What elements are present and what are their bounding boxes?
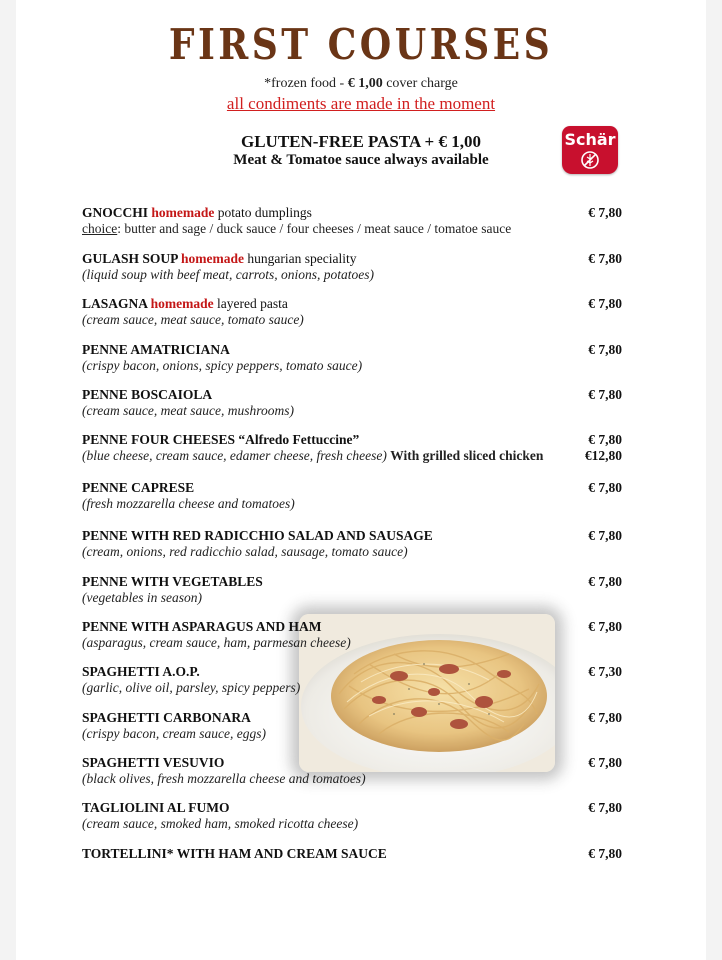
item-price: € 7,80 bbox=[588, 846, 622, 861]
homemade-label: homemade bbox=[151, 205, 215, 220]
page-title: FIRST COURSES bbox=[168, 20, 554, 69]
item-price: € 7,80 bbox=[588, 528, 622, 543]
item-price-extra: €12,80 bbox=[584, 448, 622, 463]
menu-item-penne-asparagus-ham bbox=[82, 619, 622, 651]
menu-item-tagliolini-al-fumo bbox=[82, 800, 622, 832]
gluten-free-icon bbox=[580, 150, 600, 170]
item-name bbox=[82, 205, 622, 221]
item-description: (asparagus, cream sauce, ham, parmesan cheese) bbox=[82, 635, 351, 650]
item-price: € 7,80 bbox=[588, 619, 622, 634]
menu-item-penne-radicchio-sausage bbox=[82, 528, 622, 560]
item-price: € 7,80 bbox=[588, 251, 622, 266]
item-description: (cream sauce, meat sauce, tomato sauce) bbox=[82, 312, 304, 327]
item-name: SPAGHETTI CARBONARA bbox=[82, 710, 251, 725]
item-price: € 7,80 bbox=[588, 480, 622, 495]
item-name bbox=[82, 296, 622, 312]
item-price: € 7,80 bbox=[588, 755, 622, 770]
schar-logo bbox=[562, 126, 618, 174]
item-name: TORTELLINI* WITH HAM AND CREAM SAUCE bbox=[82, 846, 387, 861]
menu-item-spaghetti-carbonara bbox=[82, 710, 622, 742]
menu-item-penne-caprese bbox=[82, 480, 622, 512]
item-name-main: GULASH SOUP bbox=[82, 251, 178, 266]
sauce-availability-note: Meat & Tomatoe sauce always available bbox=[233, 152, 489, 168]
menu-item-spaghetti-vesuvio bbox=[82, 755, 622, 787]
item-name: SPAGHETTI VESUVIO bbox=[82, 755, 225, 770]
item-price: € 7,80 bbox=[588, 574, 622, 589]
item-name: PENNE WITH ASPARAGUS AND HAM bbox=[82, 619, 322, 634]
item-name: PENNE WITH VEGETABLES bbox=[82, 574, 263, 589]
condiments-note bbox=[16, 94, 706, 114]
homemade-label: homemade bbox=[150, 296, 214, 311]
item-name: PENNE FOUR CHEESES “Alfredo Fettuccine” bbox=[82, 432, 360, 447]
item-subtitle: potato dumplings bbox=[214, 205, 312, 220]
item-name: TAGLIOLINI AL FUMO bbox=[82, 800, 230, 815]
item-subtitle: layered pasta bbox=[213, 296, 288, 311]
choice-options: : butter and sage / duck sauce / four cheeses / meat sauce / tomatoe sauce bbox=[117, 221, 512, 236]
item-name-main: LASAGNA bbox=[82, 296, 148, 311]
item-name: PENNE WITH RED RADICCHIO SALAD AND SAUSAGE bbox=[82, 528, 433, 543]
item-description bbox=[82, 448, 622, 464]
item-description: (cream sauce, meat sauce, mushrooms) bbox=[82, 403, 294, 418]
menu-item-penne-boscaiola bbox=[82, 387, 622, 419]
item-name: PENNE BOSCAIOLA bbox=[82, 387, 213, 402]
menu-item-gnocchi bbox=[82, 205, 622, 237]
item-name bbox=[82, 251, 622, 267]
item-extra-option: With grilled sliced chicken bbox=[390, 448, 544, 463]
item-price: € 7,80 bbox=[588, 296, 622, 311]
item-description: (crispy bacon, onions, spicy peppers, tomato sauce) bbox=[82, 358, 363, 373]
item-description: (fresh mozzarella cheese and tomatoes) bbox=[82, 496, 295, 511]
menu-page bbox=[16, 0, 706, 960]
item-description bbox=[82, 221, 622, 237]
choice-label: choice bbox=[82, 221, 118, 236]
menu-item-penne-four-cheeses bbox=[82, 432, 622, 464]
item-name: SPAGHETTI A.O.P. bbox=[82, 664, 200, 679]
item-price: € 7,80 bbox=[588, 205, 622, 220]
item-description: (cream sauce, smoked ham, smoked ricotta cheese) bbox=[82, 816, 359, 831]
item-name: PENNE AMATRICIANA bbox=[82, 342, 230, 357]
cover-charge-price: € 1,00 bbox=[347, 76, 383, 91]
item-price: € 7,80 bbox=[588, 710, 622, 725]
item-description: (vegetables in season) bbox=[82, 590, 202, 605]
schar-logo-text: Schär bbox=[564, 130, 616, 149]
menu-item-spaghetti-aop bbox=[82, 664, 622, 696]
item-name: PENNE CAPRESE bbox=[82, 480, 195, 495]
menu-item-tortellini bbox=[82, 846, 622, 862]
item-price: € 7,80 bbox=[588, 800, 622, 815]
cover-charge-prefix: *frozen food - bbox=[264, 76, 348, 91]
item-description-text: (blue cheese, cream sauce, edamer cheese, fresh cheese) bbox=[82, 448, 387, 463]
cover-charge-suffix: cover charge bbox=[382, 76, 458, 91]
condiments-text: all condiments are made in the moment bbox=[226, 94, 496, 113]
homemade-label: homemade bbox=[181, 251, 245, 266]
item-subtitle: hungarian speciality bbox=[244, 251, 357, 266]
item-name-main: GNOCCHI bbox=[82, 205, 149, 220]
item-description: (garlic, olive oil, parsley, spicy peppers) bbox=[82, 680, 301, 695]
item-price: € 7,80 bbox=[588, 387, 622, 402]
item-description: (liquid soup with beef meat, carrots, onions, potatoes) bbox=[82, 267, 374, 282]
item-description: (crispy bacon, cream sauce, eggs) bbox=[82, 726, 266, 741]
item-description: (cream, onions, red radicchio salad, sausage, tomato sauce) bbox=[82, 544, 408, 559]
item-price: € 7,30 bbox=[588, 664, 622, 679]
menu-item-lasagna bbox=[82, 296, 622, 328]
item-price: € 7,80 bbox=[588, 342, 622, 357]
item-description: (black olives, fresh mozzarella cheese and tomatoes) bbox=[82, 771, 366, 786]
menu-item-penne-vegetables bbox=[82, 574, 622, 606]
cover-charge-note bbox=[16, 76, 706, 92]
menu-item-gulash-soup bbox=[82, 251, 622, 283]
gluten-free-heading: GLUTEN-FREE PASTA + € 1,00 bbox=[240, 132, 481, 151]
item-price: € 7,80 bbox=[588, 432, 622, 447]
menu-item-penne-amatriciana bbox=[82, 342, 622, 374]
